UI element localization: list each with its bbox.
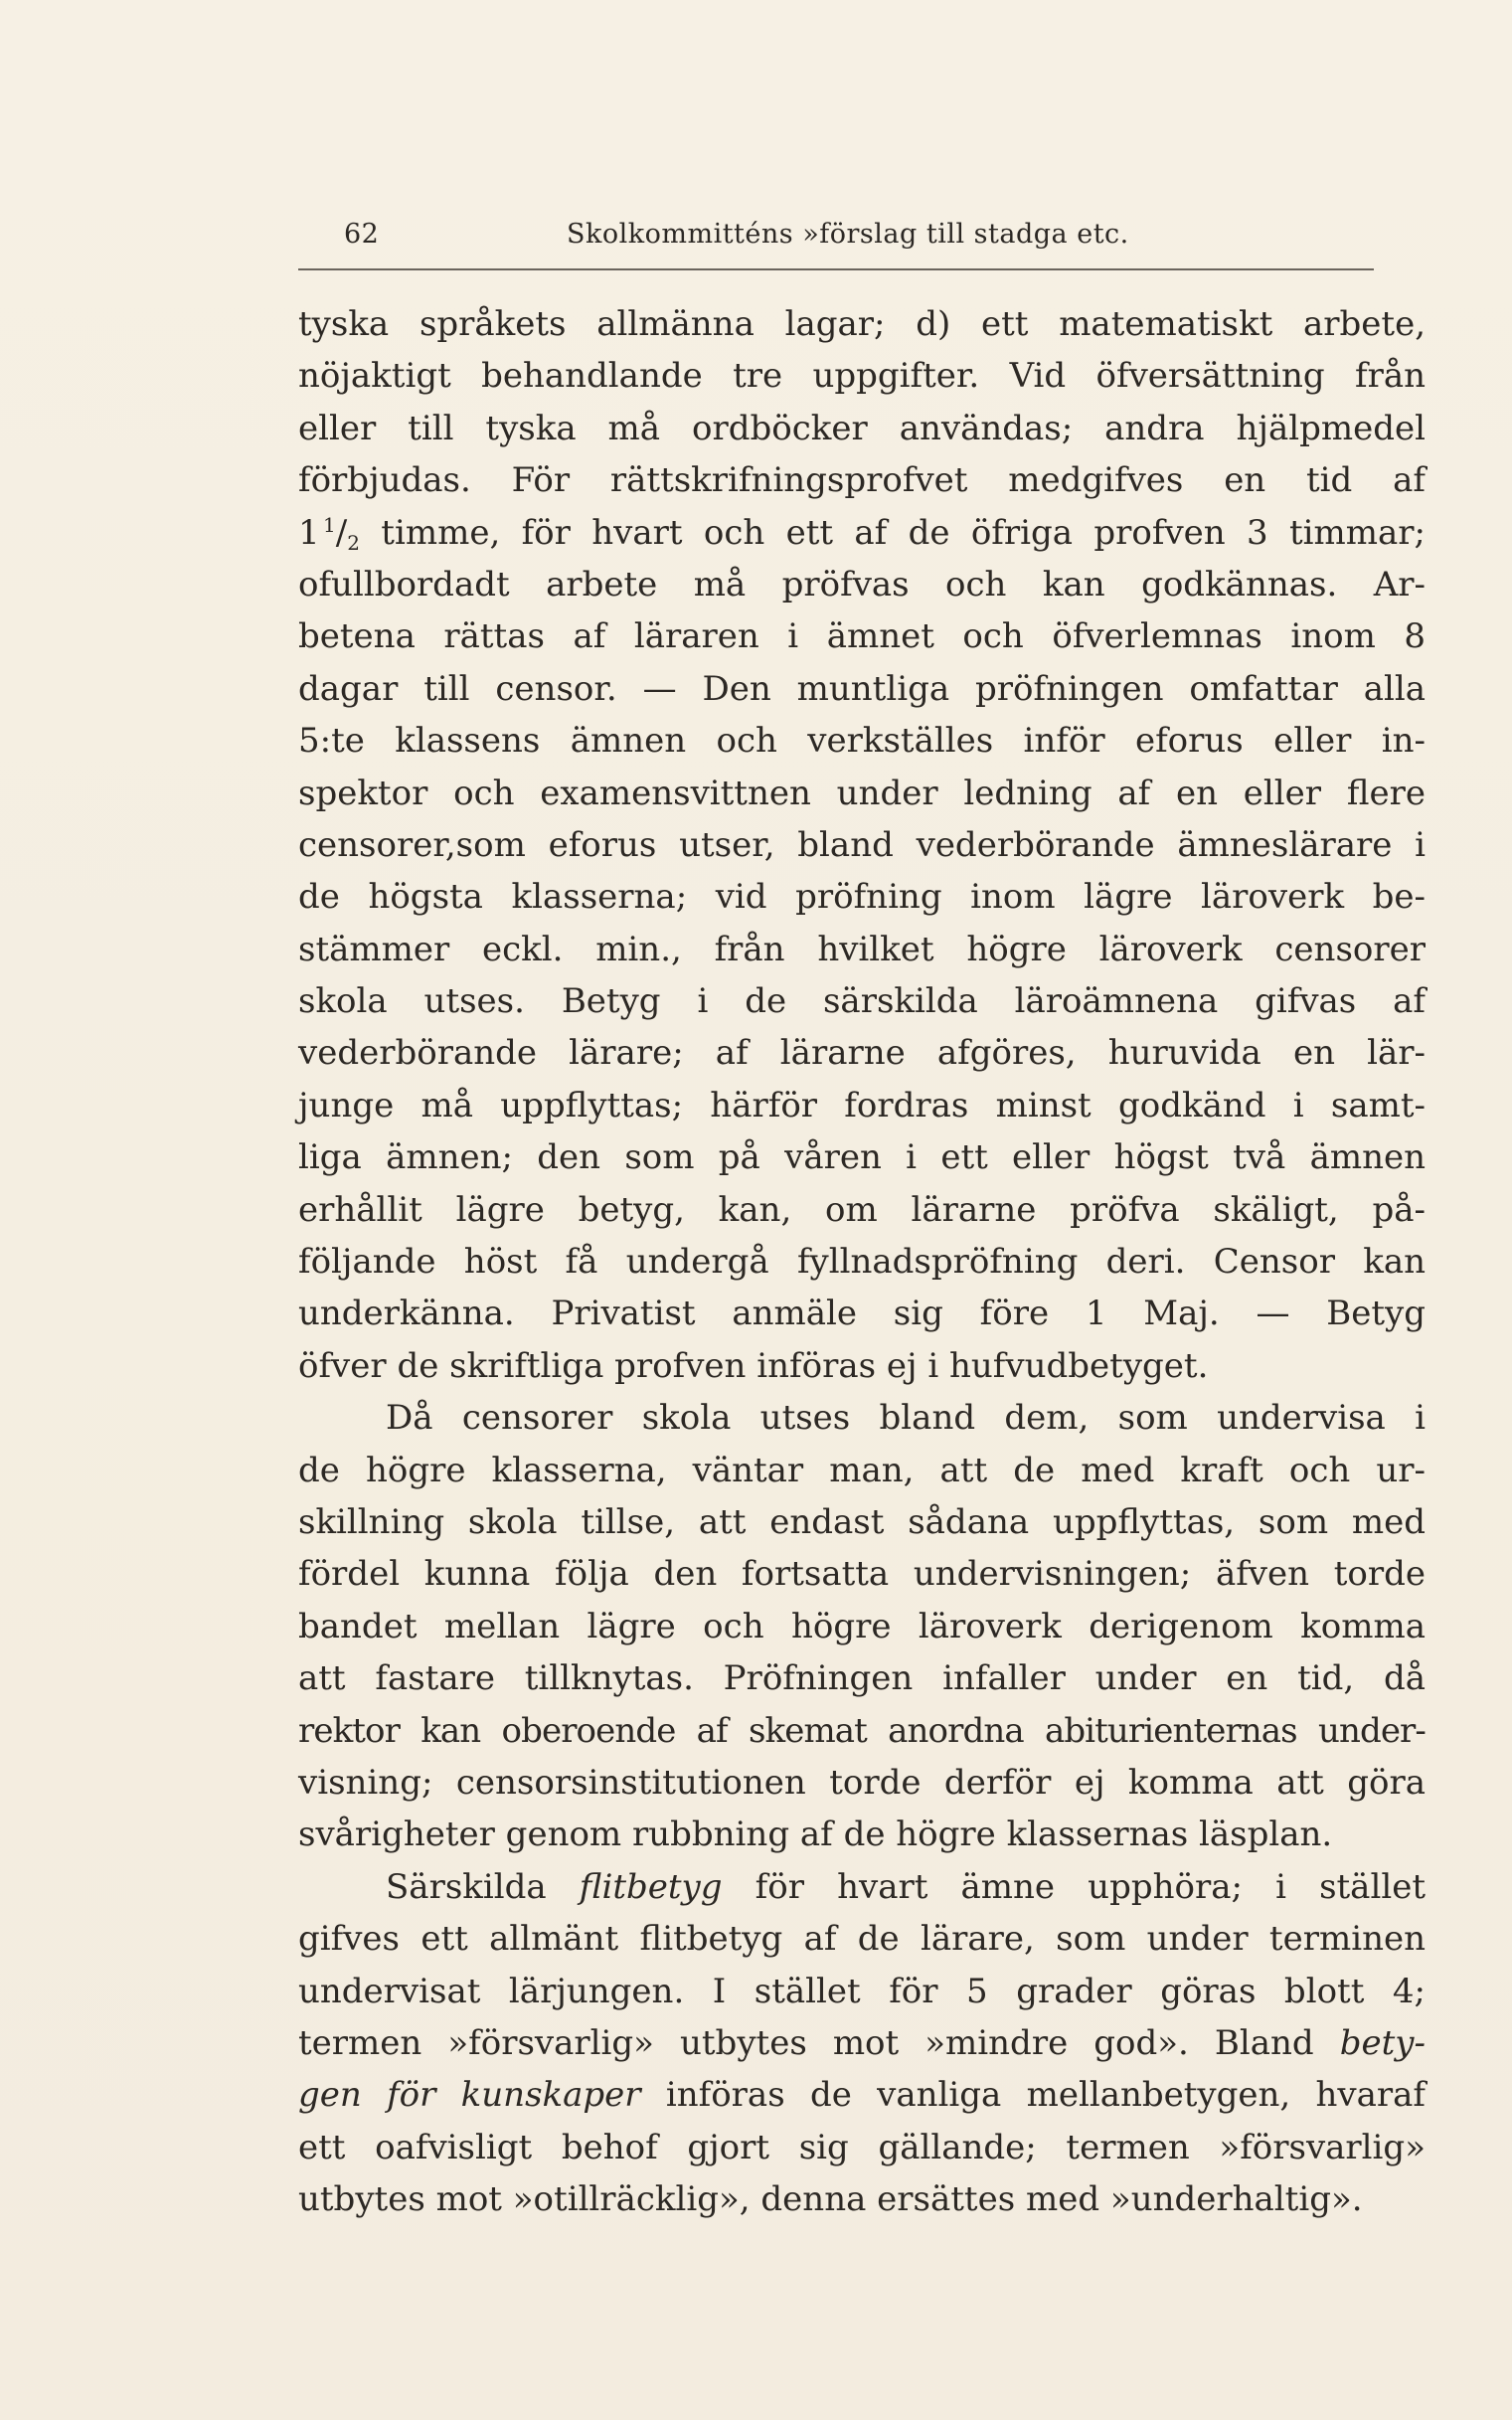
text-line: utbytes mot »otillräcklig», denna ersättes med »underhaltig». <box>298 2179 1363 2220</box>
text-line: gifves ett allmänt flitbetyg af de lärare, som under terminen <box>298 1919 1426 1960</box>
text-line: undervisat lärjungen. I stället för 5 grader göras blott 4; <box>298 1971 1426 2011</box>
text-line: stämmer eckl. min., från hvilket högre läroverk censorer <box>298 929 1426 969</box>
text-line: underkänna. Privatist anmäle sig före 1 Maj. — Betyg <box>298 1294 1426 1334</box>
text-segment: för hvart ämne upphöra; i stället <box>722 1866 1426 1907</box>
text-line: skillning skola tillse, att endast sådana uppflyttas, som med <box>298 1501 1426 1542</box>
text-line: skola utses. Betyg i de särskilda läroämnena gifvas af <box>298 981 1426 1022</box>
text-segment: timme, för hvart och ett af de öfriga profven 3 timmar; <box>359 512 1426 553</box>
text-line: dagar till censor. — Den muntliga pröfningen omfattar alla <box>298 668 1426 709</box>
italic-term: flitbetyg <box>579 1866 723 1907</box>
page-number: 62 <box>344 219 380 250</box>
text-line: förbjudas. För rättskrifningsprofvet medgifves en tid af <box>298 460 1426 501</box>
fraction-numerator: 1 <box>323 512 336 537</box>
text-line: eller till tyska må ordböcker användas; andra hjälpmedel <box>298 408 1426 448</box>
text-line: censorer,som eforus utser, bland vederbörande ämneslärare i <box>298 824 1426 865</box>
text-line: ett oafvisligt behof gjort sig gällande; termen »försvarlig» <box>298 2127 1426 2167</box>
text-line: tyska språkets allmänna lagar; d) ett matematiskt arbete, <box>298 304 1426 344</box>
text-line: att fastare tillknytas. Pröfningen infaller under en tid, då <box>298 1658 1426 1699</box>
running-head: Skolkommitténs »förslag till stadga etc. <box>567 219 1129 250</box>
text-line: fördel kunna följa den fortsatta undervisningen; äfven torde <box>298 1554 1426 1595</box>
text-line <box>298 1861 1426 1913</box>
italic-term: gen för kunskaper <box>298 2075 641 2116</box>
text-line: öfver de skriftliga profven införas ej i hufvudbetyget. <box>298 1345 1209 1386</box>
text-segment: Särskilda <box>386 1866 580 1907</box>
text-line: rektor kan oberoende af skemat anordna abiturienternas under- <box>298 1710 1426 1751</box>
text-line: ofullbordadt arbete må pröfvas och kan godkännas. Ar- <box>298 564 1426 605</box>
text-line: 5:te klassens ämnen och verkställes inför eforus eller in- <box>298 721 1426 762</box>
text-line <box>298 2069 1426 2121</box>
text-line: svårigheter genom rubbning af de högre klassernas läsplan. <box>298 1815 1333 1855</box>
text-line: 1 $^1/_2$ timme, för hvart och ett af de öfriga profven 3 timmar; <box>298 512 1426 555</box>
text-line: de högre klasserna, väntar man, att de med kraft och ur- <box>298 1450 1426 1490</box>
text-segment: termen »försvarlig» utbytes mot »mindre god». Bland <box>298 2022 1340 2063</box>
text-line: Då censorer skola utses bland dem, som undervisa i <box>386 1398 1426 1439</box>
page-header <box>298 219 1372 259</box>
text-line: erhållit lägre betyg, kan, om lärarne pröfva skäligt, på- <box>298 1189 1426 1230</box>
body-text <box>298 298 1426 2225</box>
fraction-whole: 1 <box>298 512 320 553</box>
text-line: spektor och examensvittnen under ledning af en eller flere <box>298 773 1426 813</box>
text-segment: införas de vanliga mellanbetygen, hvaraf <box>640 2075 1426 2116</box>
text-line <box>298 2017 1426 2069</box>
text-line: vederbörande lärare; af lärarne afgöres, huruvida en lär- <box>298 1033 1426 1074</box>
italic-term: bety- <box>1339 2022 1426 2063</box>
text-line: bandet mellan lägre och högre läroverk derigenom komma <box>298 1606 1426 1646</box>
text-line: de högsta klasserna; vid pröfning inom lägre läroverk be- <box>298 877 1426 918</box>
text-line: nöjaktigt behandlande tre uppgifter. Vid öfversättning från <box>298 356 1426 397</box>
fraction-denominator: 2 <box>347 530 360 555</box>
header-rule <box>298 268 1374 270</box>
text-line: betena rättas af läraren i ämnet och öfverlemnas inom 8 <box>298 616 1426 657</box>
text-line: junge må uppflyttas; härför fordras minst godkänd i samt- <box>298 1085 1426 1125</box>
text-line: följande höst få undergå fyllnadspröfning deri. Censor kan <box>298 1242 1426 1283</box>
text-line: liga ämnen; den som på våren i ett eller högst två ämnen <box>298 1137 1426 1178</box>
text-line: visning; censorsinstitutionen torde derför ej komma att göra <box>298 1762 1426 1803</box>
